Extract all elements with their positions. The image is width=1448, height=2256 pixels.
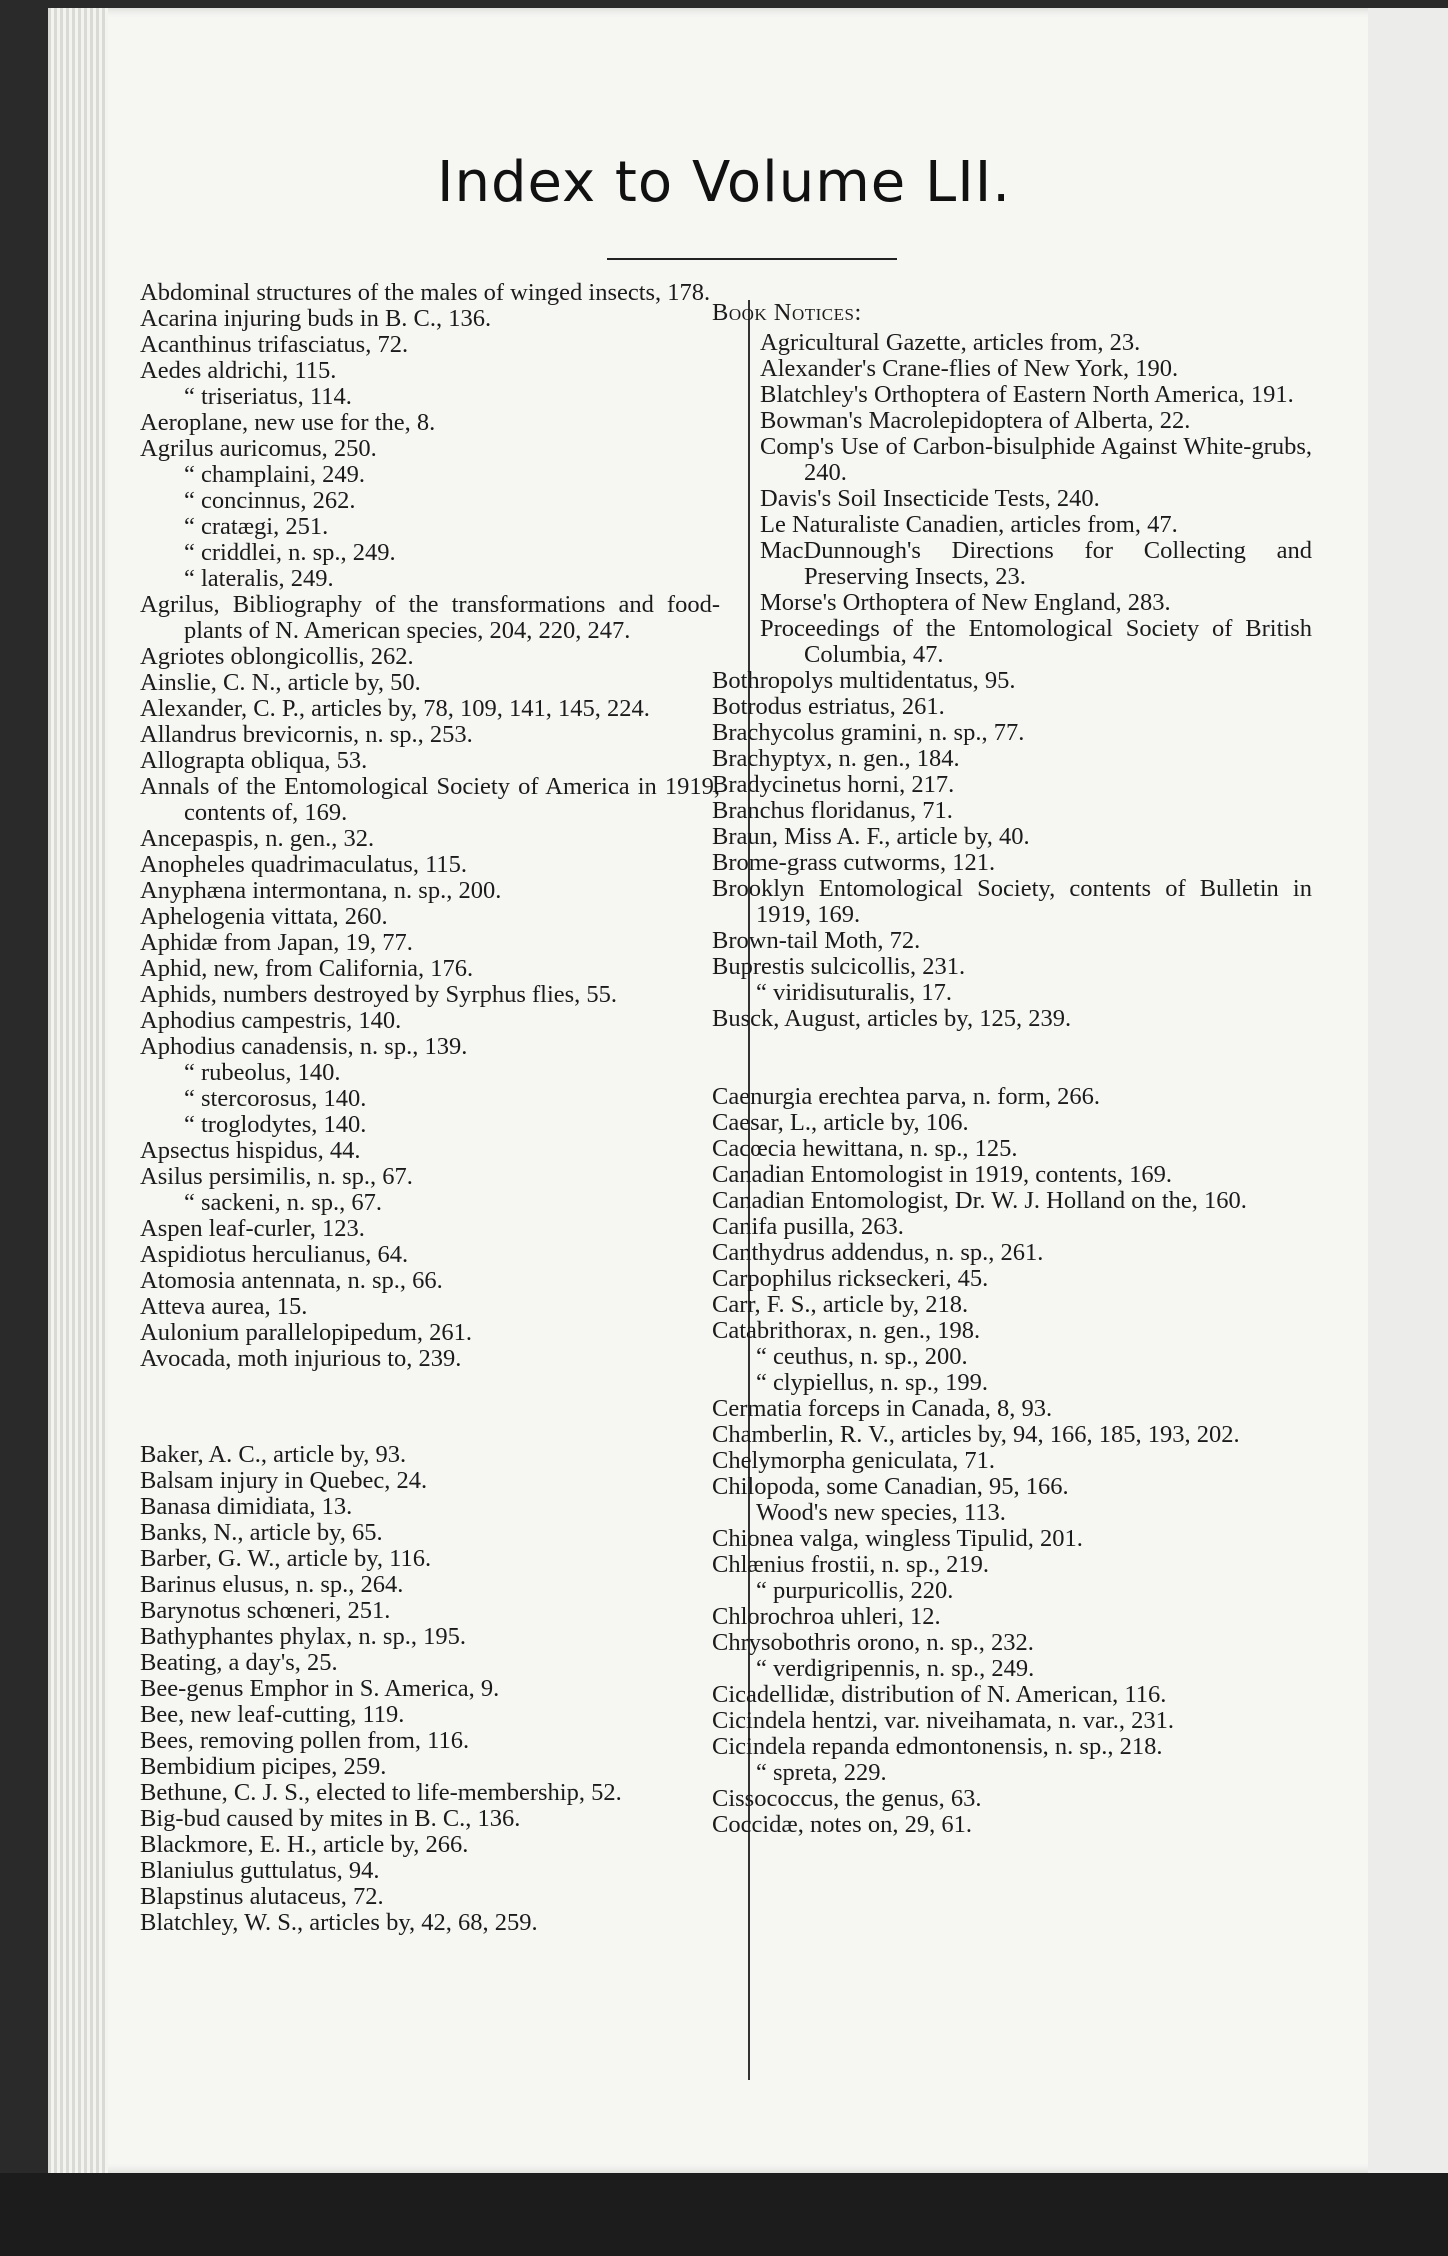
index-entry: Alexander's Crane-flies of New York, 190.	[760, 355, 1179, 382]
page-stack-edge	[48, 8, 108, 2173]
index-entry: Cicindela repanda edmontonensis, n. sp., 218.	[712, 1733, 1163, 1760]
index-entry: Bethune, C. J. S., elected to life-membership, 52.	[140, 1779, 622, 1806]
index-entry: “ clypiellus, n. sp., 199.	[756, 1369, 989, 1396]
index-entry: Comp's Use of Carbon-bisulphide Against White-grubs, 240.	[760, 433, 1312, 486]
index-entry: “ sackeni, n. sp., 67.	[184, 1189, 382, 1216]
index-entry: Canthydrus addendus, n. sp., 261.	[712, 1239, 1044, 1266]
index-entry: Barynotus schœneri, 251.	[140, 1597, 391, 1624]
index-entry: “ purpuricollis, 220.	[756, 1577, 954, 1604]
index-entry: Allandrus brevicornis, n. sp., 253.	[140, 721, 473, 748]
book-notices-list	[712, 330, 1312, 668]
index-entry: “ champlaini, 249.	[184, 461, 365, 488]
index-entry: Big-bud caused by mites in B. C., 136.	[140, 1805, 521, 1832]
index-entry: “ stercorosus, 140.	[184, 1085, 367, 1112]
index-entry: Annals of the Entomological Society of America in 1919, contents of, 169.	[140, 773, 720, 826]
index-entry: Aspen leaf-curler, 123.	[140, 1215, 365, 1242]
index-entry: Bathyphantes phylax, n. sp., 195.	[140, 1623, 466, 1650]
index-entry: Buprestis sulcicollis, 231.	[712, 953, 966, 980]
index-entry: Bee-genus Emphor in S. America, 9.	[140, 1675, 500, 1702]
index-entry: Atomosia antennata, n. sp., 66.	[140, 1267, 443, 1294]
index-entry: Braun, Miss A. F., article by, 40.	[712, 823, 1030, 850]
index-entry: Atteva aurea, 15.	[140, 1293, 308, 1320]
index-entry: Agrilus, Bibliography of the transformations and food-plants of N. American species, 204, 220, 247.	[140, 591, 720, 644]
index-entry: Brachycolus gramini, n. sp., 77.	[712, 719, 1025, 746]
index-entry: Aphids, numbers destroyed by Syrphus flies, 55.	[140, 981, 618, 1008]
index-entry: Coccidæ, notes on, 29, 61.	[712, 1811, 972, 1838]
index-entry: Chelymorpha geniculata, 71.	[712, 1447, 996, 1474]
index-entry: Chionea valga, wingless Tipulid, 201.	[712, 1525, 1083, 1552]
index-column-right	[712, 300, 1312, 1838]
index-entry: Cermatia forceps in Canada, 8, 93.	[712, 1395, 1053, 1422]
index-entry: “ verdigripennis, n. sp., 249.	[756, 1655, 1035, 1682]
index-entry: Aphid, new, from California, 176.	[140, 955, 474, 982]
index-entry: Agriotes oblongicollis, 262.	[140, 643, 414, 670]
index-entry: Acarina injuring buds in B. C., 136.	[140, 305, 492, 332]
index-entry: Caenurgia erechtea parva, n. form, 266.	[712, 1083, 1100, 1110]
index-entry: Busck, August, articles by, 125, 239.	[712, 1005, 1072, 1032]
index-entry: Banasa dimidiata, 13.	[140, 1493, 353, 1520]
index-entry: Balsam injury in Quebec, 24.	[140, 1467, 428, 1494]
index-entry: Blaniulus guttulatus, 94.	[140, 1857, 380, 1884]
facing-page-edge	[1368, 8, 1448, 2173]
index-entry: Bowman's Macrolepidoptera of Alberta, 22.	[760, 407, 1191, 434]
index-entry: Davis's Soil Insecticide Tests, 240.	[760, 485, 1100, 512]
index-entry: Chamberlin, R. V., articles by, 94, 166, 185, 193, 202.	[712, 1421, 1240, 1448]
title-rule	[607, 258, 897, 260]
index-entry: Aphodius canadensis, n. sp., 139.	[140, 1033, 468, 1060]
index-entry: Brome-grass cutworms, 121.	[712, 849, 996, 876]
index-entry: “ criddlei, n. sp., 249.	[184, 539, 396, 566]
index-entry: Aphidæ from Japan, 19, 77.	[140, 929, 413, 956]
index-entry: Aeroplane, new use for the, 8.	[140, 409, 436, 436]
index-entry: Canadian Entomologist in 1919, contents, 169.	[712, 1161, 1173, 1188]
index-entry: “ ceuthus, n. sp., 200.	[756, 1343, 968, 1370]
index-entry: Cicindela hentzi, var. niveihamata, n. var., 231.	[712, 1707, 1174, 1734]
index-group-b-cont	[712, 668, 1312, 1032]
index-entry: “ viridisuturalis, 17.	[756, 979, 952, 1006]
index-entry: Brachyptyx, n. gen., 184.	[712, 745, 960, 772]
index-entry: Chlænius frostii, n. sp., 219.	[712, 1551, 990, 1578]
index-entry: Baker, A. C., article by, 93.	[140, 1441, 407, 1468]
index-entry: Barinus elusus, n. sp., 264.	[140, 1571, 404, 1598]
index-entry: Le Naturaliste Canadien, articles from, 47.	[760, 511, 1178, 538]
index-entry: Apsectus hispidus, 44.	[140, 1137, 361, 1164]
index-entry: Chrysobothris orono, n. sp., 232.	[712, 1629, 1034, 1656]
index-entry: Proceedings of the Entomological Society of British Columbia, 47.	[760, 615, 1312, 668]
index-entry: Blapstinus alutaceus, 72.	[140, 1883, 384, 1910]
index-entry: Anopheles quadrimaculatus, 115.	[140, 851, 468, 878]
index-entry: MacDunnough's Directions for Collecting and Preserving Insects, 23.	[760, 537, 1312, 590]
index-entry: Banks, N., article by, 65.	[140, 1519, 383, 1546]
index-entry: Ainslie, C. N., article by, 50.	[140, 669, 421, 696]
index-entry: Brown-tail Moth, 72.	[712, 927, 921, 954]
index-entry: Beating, a day's, 25.	[140, 1649, 338, 1676]
index-entry: Abdominal structures of the males of winged insects, 178.	[140, 279, 711, 306]
index-group-c	[712, 1084, 1312, 1838]
index-entry: Cacœcia hewittana, n. sp., 125.	[712, 1135, 1018, 1162]
index-entry: Aphelogenia vittata, 260.	[140, 903, 388, 930]
index-entry: Aspidiotus herculianus, 64.	[140, 1241, 409, 1268]
index-column-left	[140, 280, 720, 1936]
index-entry: Brooklyn Entomological Society, contents of Bulletin in 1919, 169.	[712, 875, 1312, 928]
index-entry: Asilus persimilis, n. sp., 67.	[140, 1163, 413, 1190]
index-entry: Caesar, L., article by, 106.	[712, 1109, 969, 1136]
index-entry: Avocada, moth injurious to, 239.	[140, 1345, 462, 1372]
index-entry: Bradycinetus horni, 217.	[712, 771, 955, 798]
index-entry: Agricultural Gazette, articles from, 23.	[760, 329, 1141, 356]
index-entry: Blatchley's Orthoptera of Eastern North America, 191.	[760, 381, 1294, 408]
index-entry: Branchus floridanus, 71.	[712, 797, 953, 824]
index-entry: Cissococcus, the genus, 63.	[712, 1785, 982, 1812]
index-entry: “ rubeolus, 140.	[184, 1059, 341, 1086]
index-entry: Anyphæna intermontana, n. sp., 200.	[140, 877, 502, 904]
index-entry: Allograpta obliqua, 53.	[140, 747, 368, 774]
index-entry: “ cratægi, 251.	[184, 513, 329, 540]
index-entry: Canifa pusilla, 263.	[712, 1213, 904, 1240]
index-entry: Blackmore, E. H., article by, 266.	[140, 1831, 469, 1858]
index-entry: Aulonium parallelopipedum, 261.	[140, 1319, 473, 1346]
index-entry: Ancepaspis, n. gen., 32.	[140, 825, 375, 852]
index-entry: Wood's new species, 113.	[756, 1499, 1006, 1526]
index-entry: “ lateralis, 249.	[184, 565, 334, 592]
index-entry: Carr, F. S., article by, 218.	[712, 1291, 969, 1318]
index-entry: Chlorochroa uhleri, 12.	[712, 1603, 941, 1630]
book-notices-heading: Book Notices:	[712, 299, 862, 326]
index-group-b	[140, 1442, 720, 1936]
index-entry: “ concinnus, 262.	[184, 487, 356, 514]
index-entry: Cicadellidæ, distribution of N. American, 116.	[712, 1681, 1167, 1708]
index-entry: Alexander, C. P., articles by, 78, 109, 141, 145, 224.	[140, 695, 650, 722]
index-entry: Carpophilus rickseckeri, 45.	[712, 1265, 989, 1292]
index-entry: Bee, new leaf-cutting, 119.	[140, 1701, 405, 1728]
index-entry: Chilopoda, some Canadian, 95, 166.	[712, 1473, 1069, 1500]
index-entry: Aphodius campestris, 140.	[140, 1007, 402, 1034]
index-entry: Canadian Entomologist, Dr. W. J. Holland on the, 160.	[712, 1187, 1247, 1214]
index-entry: Bothropolys multidentatus, 95.	[712, 667, 1016, 694]
page-title: Index to Volume LII.	[436, 150, 1012, 215]
index-group-a	[140, 280, 720, 1372]
scan-border	[0, 2173, 1448, 2256]
index-entry: “ spreta, 229.	[756, 1759, 887, 1786]
index-entry: “ troglodytes, 140.	[184, 1111, 367, 1138]
index-entry: Morse's Orthoptera of New England, 283.	[760, 589, 1171, 616]
index-entry: Botrodus estriatus, 261.	[712, 693, 945, 720]
index-entry: Acanthinus trifasciatus, 72.	[140, 331, 409, 358]
index-entry: Agrilus auricomus, 250.	[140, 435, 377, 462]
index-entry: Barber, G. W., article by, 116.	[140, 1545, 432, 1572]
index-entry: Catabrithorax, n. gen., 198.	[712, 1317, 981, 1344]
index-entry: Bembidium picipes, 259.	[140, 1753, 387, 1780]
index-entry: “ triseriatus, 114.	[184, 383, 352, 410]
index-entry: Aedes aldrichi, 115.	[140, 357, 337, 384]
index-entry: Blatchley, W. S., articles by, 42, 68, 259.	[140, 1909, 538, 1936]
index-entry: Bees, removing pollen from, 116.	[140, 1727, 470, 1754]
